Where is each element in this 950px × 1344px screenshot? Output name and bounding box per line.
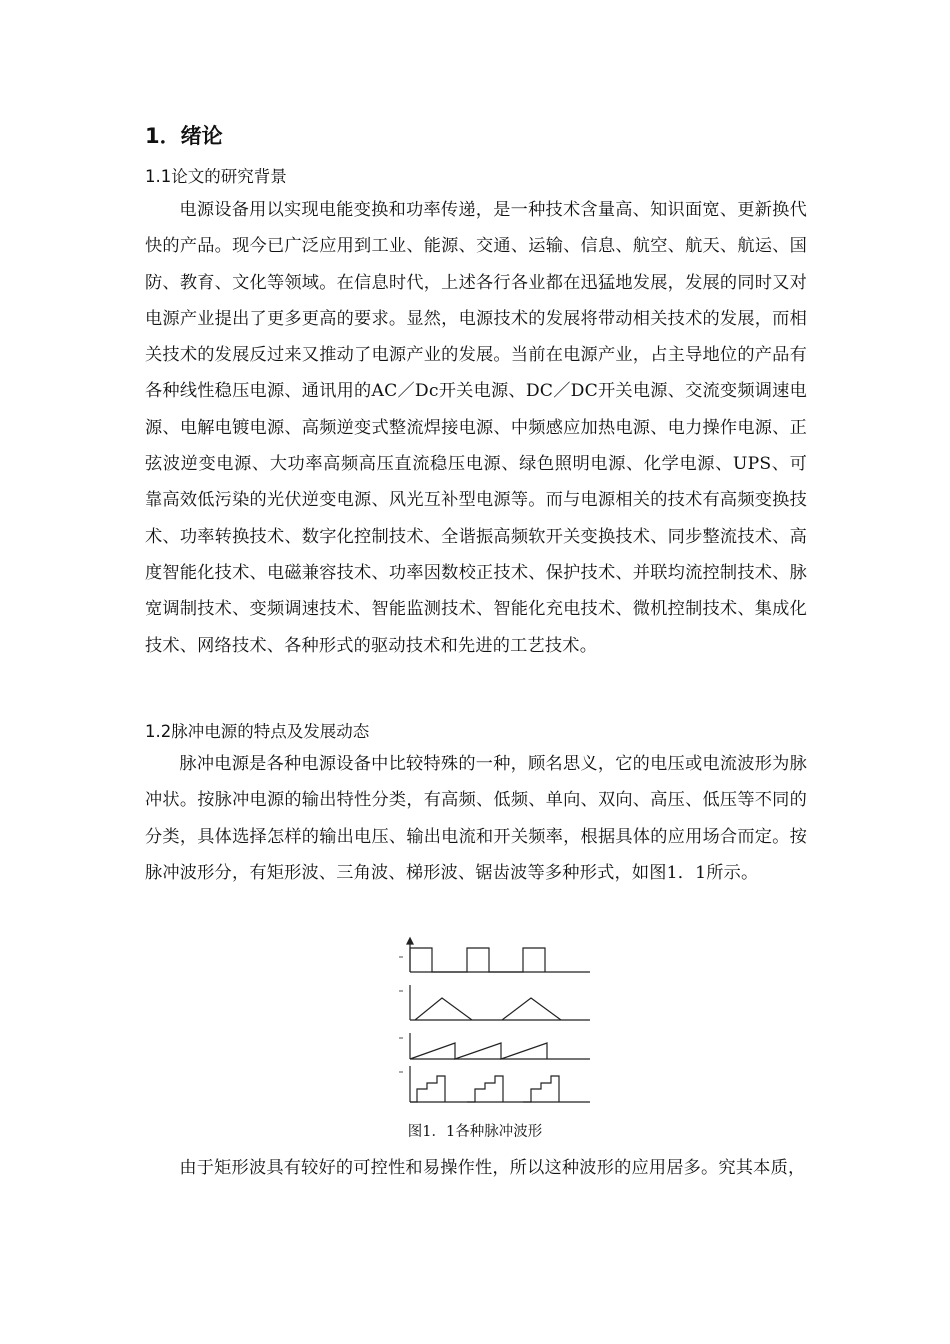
staircase-wave-panel (399, 1066, 590, 1102)
sawtooth-wave-panel (399, 1033, 590, 1059)
pulse-waveforms-figure (395, 935, 595, 1135)
sawtooth-waveform (410, 1043, 547, 1059)
triangular-waveform (415, 998, 472, 1020)
section-1-1-paragraph: 电源设备用以实现电能变换和功率传递，是一种技术含量高、知识面宽、更新换代快的产品。现今已广泛应用到工业、能源、交通、运输、信息、航空、航天、航运、国防、教育、文化等领域。在信息时代，上述各行各业都在迅猛地发展，发展的同时又对电源产业提出了更多更高的要求。显然，电源技术的发展将带动相关技术的发展，而相关技术的发展反过来又推动了电源产业的发展。当前在电源产业，占主导地位的产品有各种线性稳压电源、通讯用的AC／Dc开关电源、DC／DC开关电源、交流变频调速电源、电解电镀电源、高频逆变式整流焊接电源、中频感应加热电源、电力操作电源、正弦波逆变电源、大功率高频高压直流稳压电源、绿色照明电源、化学电源、UPS、可靠高效低污染的光伏逆变电源、风光互补型电源等。而与电源相关的技术有高频变换技术、功率转换技术、数字化控制技术、全谐振高频软开关变换技术、同步整流技术、高度智能化技术、电磁兼容技术、功率因数校正技术、保护技术、并联均流控制技术、脉宽调制技术、变频调速技术、智能监测技术、智能化充电技术、微机控制技术、集成化技术、网络技术、各种形式的驱动技术和先进的工艺技术。 (145, 200, 807, 656)
triangular-waveform (502, 998, 561, 1020)
arrow-up-icon (407, 938, 413, 944)
staircase-waveform (467, 1076, 503, 1102)
closing-paragraph: 由于矩形波具有较好的可控性和易操作性，所以这种波形的应用居多。究其本质， (179, 1158, 806, 1178)
figure-caption: 图1．1各种脉冲波形 (407, 1124, 543, 1140)
section-1-2-paragraph: 脉冲电源是各种电源设备中比较特殊的一种，顾名思义，它的电压或电流波形为脉冲状。按脉冲电源的输出特性分类，有高频、低频、单向、双向、高压、低压等不同的分类，具体选择怎样的输出电压、输出电流和开关频率，根据具体的应用场合而定。按脉冲波形分，有矩形波、三角波、梯形波、锯齿波等多种形式，如图1．1所示。 (145, 754, 807, 883)
rectangular-waveform (410, 948, 545, 972)
rectangular-wave-panel (399, 938, 590, 972)
staircase-waveform (523, 1076, 559, 1102)
section-1-2-title: 1.2脉冲电源的特点及发展动态 (145, 722, 370, 741)
staircase-waveform (410, 1076, 445, 1102)
triangular-wave-panel (399, 985, 590, 1020)
chapter-heading: 1．绪论 (145, 124, 223, 148)
section-1-1-title: 1.1论文的研究背景 (145, 167, 287, 186)
